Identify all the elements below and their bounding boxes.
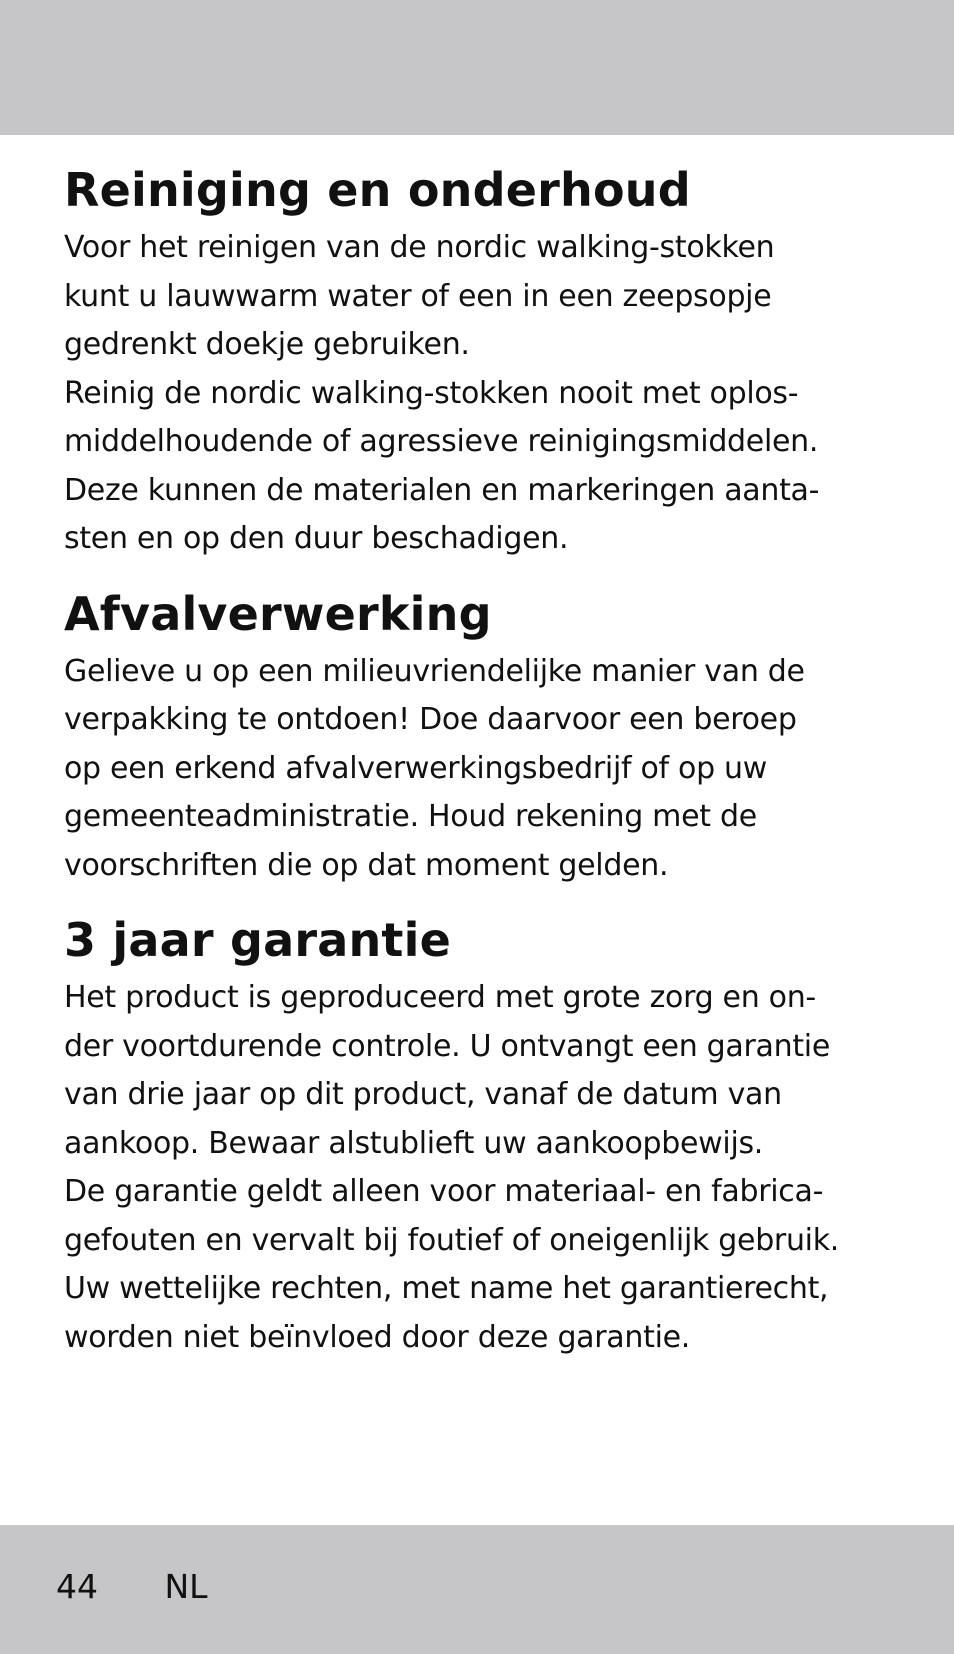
text-line: gemeenteadministratie. Houd rekening met de	[64, 799, 757, 834]
page-footer	[56, 1563, 208, 1611]
section-warranty	[64, 908, 900, 1362]
paragraph-disposal	[64, 648, 900, 891]
heading-disposal: Afvalverwerking	[64, 586, 492, 641]
text-line: aankoop. Bewaar alstublieft uw aankoopbewijs.	[64, 1125, 764, 1161]
text-line: Reinig de nordic walking-stokken nooit met oplos-	[64, 375, 799, 411]
text-line: Voor het reinigen van de nordic walking-stokken	[64, 230, 775, 265]
text-line: gedrenkt doekje gebruiken.	[64, 327, 470, 362]
section-spacer	[64, 564, 900, 582]
text-line: De garantie geldt alleen voor materiaal- en fabrica-	[64, 1174, 824, 1209]
text-line: Het product is geproduceerd met grote zorg en on-	[64, 980, 816, 1015]
text-line: middelhoudende of agressieve reinigingsmiddelen.	[64, 424, 819, 459]
text-line: sten en op den duur beschadigen.	[64, 521, 569, 556]
page-content	[64, 158, 900, 1362]
section-spacer	[64, 890, 900, 908]
text-line: Uw wettelijke rechten, met name het garantierecht,	[64, 1271, 829, 1306]
section-disposal	[64, 582, 900, 891]
text-line: op een erkend afvalverwerkingsbedrijf of op uw	[64, 750, 768, 786]
text-line: voorschriften die op dat moment gelden.	[64, 847, 669, 883]
paragraph-warranty	[64, 974, 900, 1362]
text-line: worden niet beïnvloed door deze garantie.	[64, 1319, 690, 1355]
section-cleaning	[64, 158, 900, 564]
header-band	[0, 0, 954, 135]
text-line: kunt u lauwwarm water of een in een zeepsopje	[64, 278, 772, 314]
language-code: NL	[164, 1567, 208, 1606]
text-line: der voortdurende controle. U ontvangt een garantie	[64, 1028, 830, 1064]
heading-warranty: 3 jaar garantie	[64, 913, 451, 967]
paragraph-cleaning	[64, 224, 900, 564]
text-line: gefouten en vervalt bij foutief of oneigenlijk gebruik.	[64, 1222, 840, 1258]
text-line: van drie jaar op dit product, vanaf de datum van	[64, 1077, 782, 1112]
text-line: Gelieve u op een milieuvriendelijke manier van de	[64, 653, 805, 689]
text-line: Deze kunnen de materialen en markeringen aanta-	[64, 472, 820, 508]
heading-cleaning: Reiniging en onderhoud	[64, 163, 691, 217]
text-line: verpakking te ontdoen! Doe daarvoor een beroep	[64, 702, 797, 737]
page-number: 44	[56, 1567, 98, 1606]
